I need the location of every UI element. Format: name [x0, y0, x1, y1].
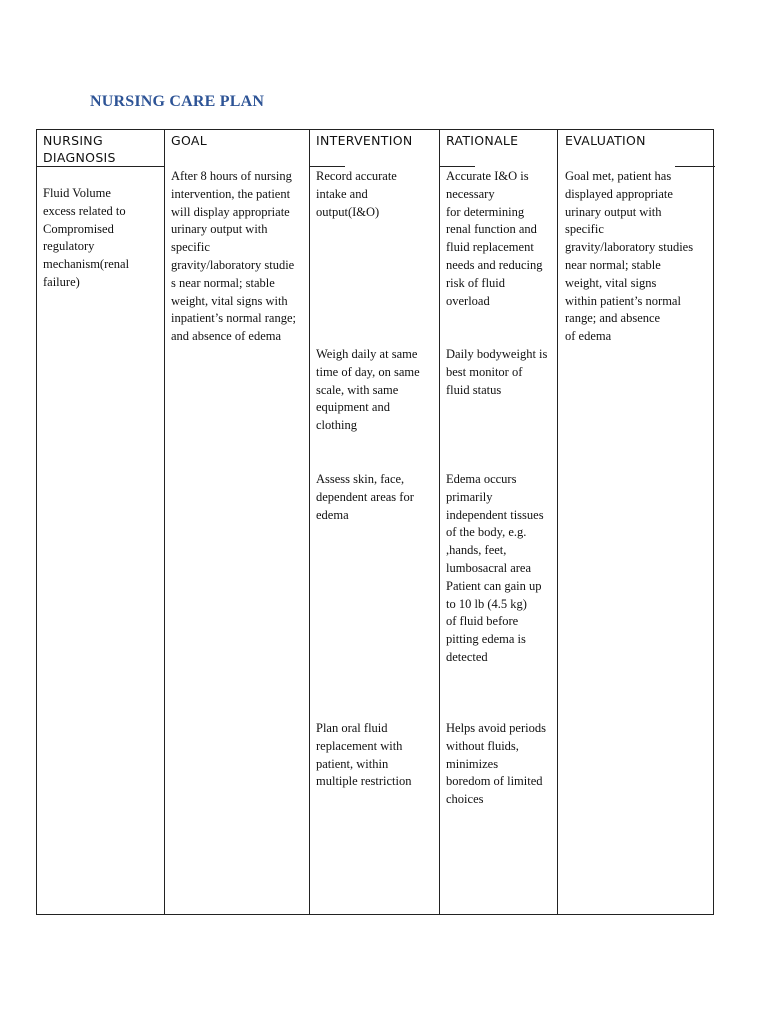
intervention-item: Record accurate intake and output(I&O) [316, 169, 397, 219]
page-title: NURSING CARE PLAN [90, 93, 265, 110]
rationale-item: Accurate I&O is necessary for determining renal function and fluid replacement needs and reducing risk of fluid overload [446, 169, 543, 308]
goal-cell: After 8 hours of nursing intervention, the patient will display appropriate urinary output with specific gravity/laboratory studie s near normal; stable weight, vital signs with inpatient’s normal range; and absence of edema [171, 169, 296, 344]
rationale-item: Edema occurs primarily independent tissues of the body, e.g. ,hands, feet, lumbosacral area Patient can gain up to 10 lb (4.5 kg) of fluid before pitting edema is detected [446, 472, 544, 664]
header-goal: GOAL [171, 133, 208, 148]
column-divider [309, 130, 310, 914]
header-rationale: RATIONALE [446, 133, 519, 148]
rationale-item: Daily bodyweight is best monitor of fluid status [446, 347, 548, 397]
header-underline [439, 166, 475, 167]
header-intervention: INTERVENTION [316, 133, 413, 148]
intervention-item: Assess skin, face, dependent areas for edema [316, 472, 414, 522]
column-divider [164, 130, 165, 914]
column-divider [557, 130, 558, 914]
header-underline [309, 166, 345, 167]
header-underline [675, 166, 715, 167]
intervention-item: Plan oral fluid replacement with patient, within multiple restriction [316, 721, 412, 789]
header-evaluation: EVALUATION [565, 133, 646, 148]
header-nursing-diagnosis: NURSING DIAGNOSIS [43, 133, 116, 165]
diagnosis-cell: Fluid Volume excess related to Compromised regulatory mechanism(renal failure) [43, 186, 130, 289]
header-underline [37, 166, 164, 167]
rationale-item: Helps avoid periods without fluids, minimizes boredom of limited choices [446, 721, 546, 807]
intervention-item: Weigh daily at same time of day, on same scale, with same equipment and clothing [316, 347, 420, 433]
nursing-care-plan-table [36, 129, 714, 915]
evaluation-cell: Goal met, patient has displayed appropriate urinary output with specific gravity/laboratory studies near normal; stable weight, vital signs within patient’s normal range; and absence of edema [565, 169, 694, 344]
column-divider [439, 130, 440, 914]
